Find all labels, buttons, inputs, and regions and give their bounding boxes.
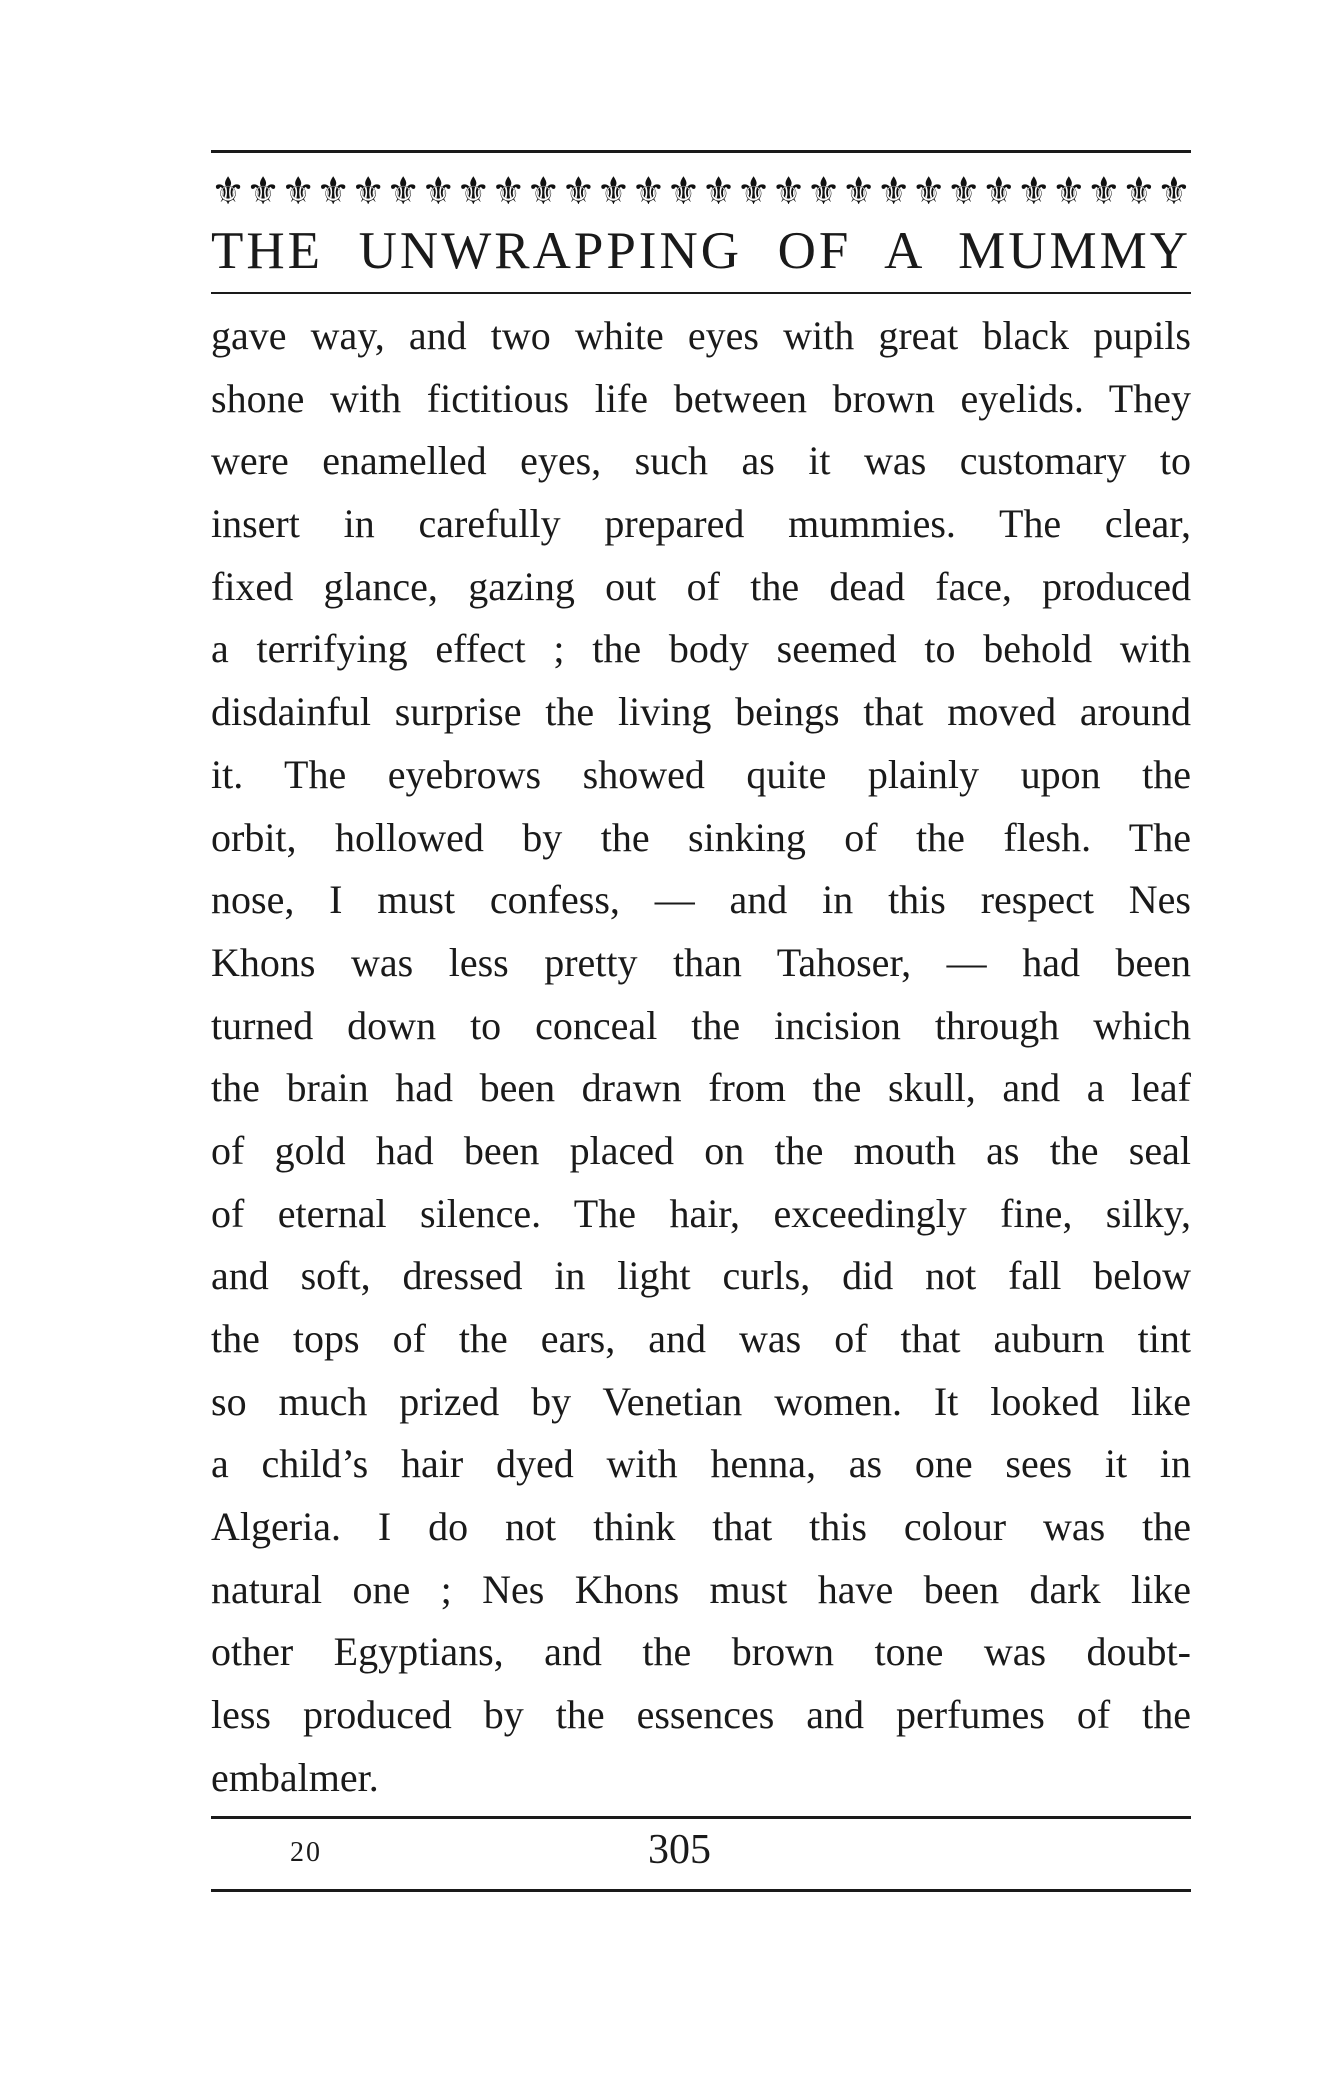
running-title: THE UNWRAPPING OF A MUMMY bbox=[211, 222, 1191, 280]
body-text bbox=[211, 305, 1191, 1810]
text-line: less produced by the essences and perfumes of the bbox=[211, 1692, 1191, 1738]
fleur-de-lis-ornament-band bbox=[211, 168, 1191, 214]
fleur-de-lis-icon: ⚜ bbox=[876, 169, 911, 213]
page-number: 305 bbox=[648, 1827, 711, 1873]
text-line: the tops of the ears, and was of that auburn tint bbox=[211, 1316, 1191, 1361]
fleur-de-lis-icon: ⚜ bbox=[1121, 169, 1156, 213]
text-line: the brain had been drawn from the skull, and a leaf bbox=[211, 1065, 1191, 1111]
fleur-de-lis-icon: ⚜ bbox=[911, 169, 946, 213]
text-line: orbit, hollowed by the sinking of the flesh. The bbox=[211, 814, 1191, 860]
fleur-de-lis-icon: ⚜ bbox=[701, 169, 736, 213]
text-line: embalmer. bbox=[211, 1754, 379, 1800]
text-line: were enamelled eyes, such as it was customary to bbox=[211, 438, 1191, 484]
signature-mark: 20 bbox=[290, 1837, 322, 1868]
fleur-de-lis-icon: ⚜ bbox=[771, 169, 806, 213]
fleur-de-lis-icon: ⚜ bbox=[666, 169, 701, 213]
fleur-de-lis-icon: ⚜ bbox=[1086, 169, 1121, 213]
text-line: so much prized by Venetian women. It looked like bbox=[211, 1378, 1191, 1424]
text-line: shone with fictitious life between brown eyelids. They bbox=[211, 375, 1191, 421]
fleur-de-lis-icon: ⚜ bbox=[386, 169, 421, 213]
fleur-de-lis-icon: ⚜ bbox=[1016, 169, 1051, 213]
text-line: Algeria. I do not think that this colour was the bbox=[211, 1504, 1191, 1550]
text-line: natural one ; Nes Khons must have been dark like bbox=[211, 1566, 1191, 1612]
fleur-de-lis-icon: ⚜ bbox=[351, 169, 386, 213]
text-line: a terrifying effect ; the body seemed to behold with bbox=[211, 626, 1191, 672]
fleur-de-lis-icon: ⚜ bbox=[736, 169, 771, 213]
header-rule bbox=[211, 292, 1191, 294]
footer-rule-bottom bbox=[211, 1889, 1191, 1892]
text-line: of gold had been placed on the mouth as the seal bbox=[211, 1127, 1191, 1173]
text-line: nose, I must confess, — and in this respect Nes bbox=[211, 877, 1191, 923]
text-line: gave way, and two white eyes with great black pupils bbox=[211, 313, 1191, 358]
fleur-de-lis-icon: ⚜ bbox=[491, 169, 526, 213]
text-line: turned down to conceal the incision through which bbox=[211, 1002, 1191, 1048]
text-line: disdainful surprise the living beings that moved around bbox=[211, 689, 1191, 735]
fleur-de-lis-icon: ⚜ bbox=[631, 169, 666, 213]
text-line: of eternal silence. The hair, exceedingly fine, silky, bbox=[211, 1190, 1191, 1236]
text-line: insert in carefully prepared mummies. The clear, bbox=[211, 501, 1191, 547]
text-line: a child’s hair dyed with henna, as one sees it in bbox=[211, 1441, 1191, 1487]
text-line: Khons was less pretty than Tahoser, — had been bbox=[211, 939, 1191, 985]
text-line: and soft, dressed in light curls, did not fall below bbox=[211, 1253, 1191, 1299]
fleur-de-lis-icon: ⚜ bbox=[841, 169, 876, 213]
footer-rule-top bbox=[211, 1816, 1191, 1819]
fleur-de-lis-icon: ⚜ bbox=[806, 169, 841, 213]
fleur-de-lis-icon: ⚜ bbox=[281, 169, 316, 213]
fleur-de-lis-icon: ⚜ bbox=[946, 169, 981, 213]
text-line: it. The eyebrows showed quite plainly upon the bbox=[211, 751, 1191, 797]
fleur-de-lis-icon: ⚜ bbox=[561, 169, 596, 213]
text-line: fixed glance, gazing out of the dead face, produced bbox=[211, 563, 1191, 609]
fleur-de-lis-icon: ⚜ bbox=[526, 169, 561, 213]
fleur-de-lis-icon: ⚜ bbox=[1051, 169, 1086, 213]
fleur-de-lis-icon: ⚜ bbox=[211, 169, 246, 213]
fleur-de-lis-icon: ⚜ bbox=[981, 169, 1016, 213]
fleur-de-lis-icon: ⚜ bbox=[1156, 169, 1191, 213]
fleur-de-lis-icon: ⚜ bbox=[456, 169, 491, 213]
fleur-de-lis-icon: ⚜ bbox=[421, 169, 456, 213]
text-line: other Egyptians, and the brown tone was doubt- bbox=[211, 1629, 1191, 1675]
fleur-de-lis-icon: ⚜ bbox=[246, 169, 281, 213]
fleur-de-lis-icon: ⚜ bbox=[596, 169, 631, 213]
top-rule bbox=[211, 150, 1191, 153]
fleur-de-lis-icon: ⚜ bbox=[316, 169, 351, 213]
